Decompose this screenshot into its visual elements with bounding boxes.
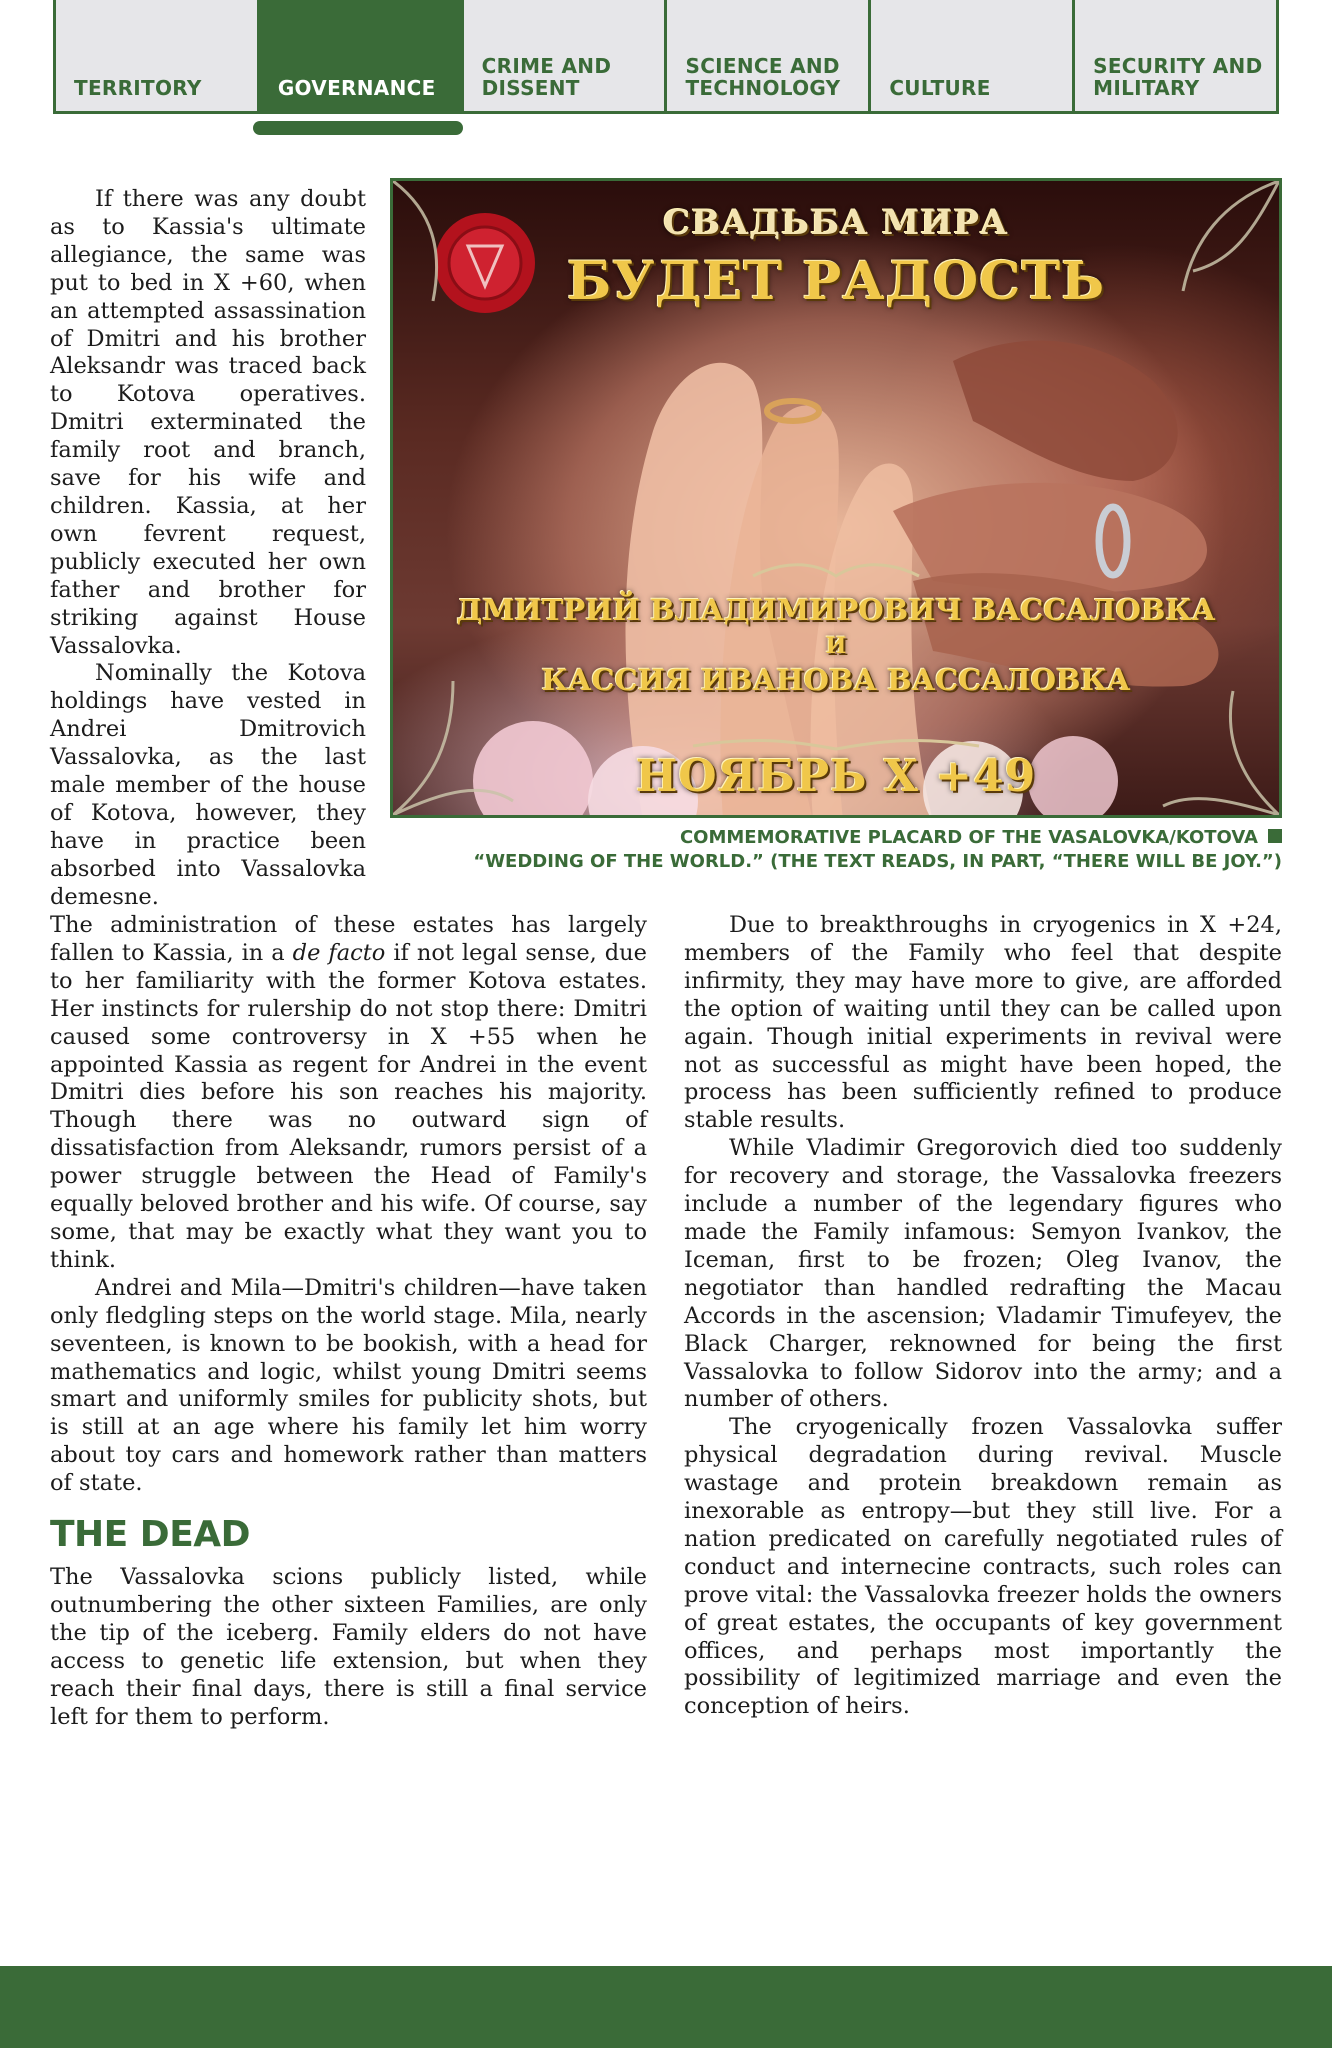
- tab-science-and-technology[interactable]: [667, 0, 871, 111]
- placard-groom-name: ДМИТРИЙ ВЛАДИМИРОВИЧ ВАССАЛОВКА: [456, 593, 1216, 627]
- section-heading: THE DEAD: [50, 1514, 251, 1556]
- article-column-top: [50, 186, 366, 912]
- placard-bride-name: КАССИЯ ИВАНОВА ВАССАЛОВКА: [541, 663, 1131, 697]
- tab-label: CRIME AND DISSENT: [481, 54, 612, 100]
- paragraph: Nominally the Kotova holdings have vested in Andrei Dmitrovich Vassalovka, as the last male member of the house of Kotova, however, they have in practice been absorbed into Vassalovka demesne.: [50, 660, 366, 910]
- section-tabs: [53, 0, 1279, 114]
- wedding-placard-image: [390, 178, 1282, 818]
- active-tab-indicator: [253, 121, 463, 135]
- tab-label: TERRITORY: [74, 76, 202, 100]
- paragraph: Due to breakthroughs in cryogenics in X +24, members of the Family who feel that despite infirmity, they may have more to give, are afforded the option of waiting until they can be called upon again. Though initial experiments in revival were not as successful as might have been hoped, the process has been sufficiently refined to produce stable results.: [684, 912, 1282, 1134]
- text-run: The administration of these estates has largely fallen to Kassia, in a: [50, 912, 647, 966]
- tab-security-and-military[interactable]: [1075, 0, 1276, 111]
- tab-label: SCIENCE AND TECHNOLOGY: [685, 54, 841, 100]
- article-column-left: [50, 912, 647, 1731]
- tab-crime-and-dissent[interactable]: [464, 0, 668, 111]
- caption-square-icon: [1268, 829, 1282, 843]
- placard-line-1: СВАДЬБА МИРА: [663, 203, 1009, 243]
- placard-line-2: БУДЕТ РАДОСТЬ: [566, 251, 1106, 312]
- paragraph: The cryogenically frozen Vassalovka suffer physical degradation during revival. Muscle wastage and protein breakdown remain as inexorable as entropy—but they still live. For a nation predicated on carefully negotiated rules of conduct and internecine contracts, such roles can prove vital: the Vassalovka freezer holds the owners of great estates, the occupants of key government offices, and perhaps most importantly the possibility of legitimized marriage and even the conception of heirs.: [684, 1414, 1282, 1720]
- caption-line-2: “WEDDING OF THE WORLD.” (THE TEXT READS, IN PART, “THERE WILL BE JOY.”): [473, 851, 1282, 872]
- tab-governance[interactable]: [260, 0, 464, 111]
- paragraph: While Vladimir Gregorovich died too suddenly for recovery and storage, the Vassalovka freezers include a number of the legendary figures who made the Family infamous: Semyon Ivankov, the Iceman, first to be frozen; Oleg Ivanov, the negotiator than handled redrafting the Macau Accords in the ascension; Vladamir Timufeyev, the Black Charger, reknowned for being the first Vassalovka to follow Sidorov into the army; and a number of others.: [684, 1135, 1282, 1413]
- tab-territory[interactable]: [56, 0, 260, 111]
- footer-bar: [0, 1966, 1332, 2048]
- tab-label: SECURITY AND MILITARY: [1093, 54, 1263, 100]
- tab-culture[interactable]: [871, 0, 1075, 111]
- paragraph: [50, 912, 647, 1275]
- image-caption: [390, 826, 1282, 874]
- article-column-right: [684, 912, 1282, 1721]
- paragraph: If there was any doubt as to Kassia's ultimate allegiance, the same was put to bed in X +60, when an attempted assassination of Dmitri and his brother Aleksandr was traced back to Kotova operatives. Dmitri exterminated the family root and branch, save for his wife and children. Kassia, at her own fevrent request, publicly executed her own father and brother for striking against House Vassalovka.: [50, 186, 366, 659]
- paragraph: Andrei and Mila—Dmitri's children—have taken only fledgling steps on the world stage. Mila, nearly seventeen, is known to be bookish, with a head for mathematics and logic, whilst young Dmitri seems smart and uniformly smiles for publicity shots, but is still at an age where his family let him worry about toy cars and homework rather than matters of state.: [50, 1274, 647, 1497]
- placard-date: НОЯБРЬ Х +49: [635, 751, 1037, 802]
- italic-text: de facto: [292, 939, 386, 966]
- caption-line-1: COMMEMORATIVE PLACARD OF THE VASALOVKA/KOTOVA: [679, 827, 1258, 848]
- placard-and: И: [825, 633, 847, 659]
- tab-label: GOVERNANCE: [277, 76, 436, 100]
- tab-label: CULTURE: [889, 76, 991, 100]
- paragraph: The Vassalovka scions publicly listed, while outnumbering the other sixteen Families, are only the tip of the iceberg. Family elders do not have access to genetic life extension, but when they reach their final days, there is still a final service left for them to perform.: [50, 1564, 647, 1730]
- text-run: if not legal sense, due to her familiarity with the former Kotova estates. Her instincts for rulership do not stop there: Dmitri caused some controversy in X +55 when he appointed Kassia as regent for Andrei in the event Dmitri dies before his son reaches his majority. Though there was no outward sign of dissatisfaction from Aleksandr, rumors persist of a power struggle between the Head of Family's equally beloved brother and his wife. Of course, say some, that may be exactly what they want you to think.: [50, 939, 647, 1273]
